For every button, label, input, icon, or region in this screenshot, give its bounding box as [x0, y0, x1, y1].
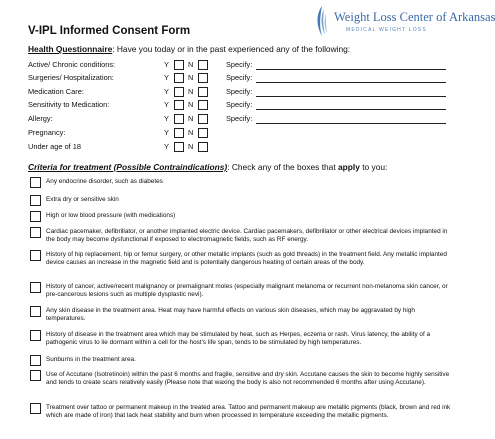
specify-label: Specify: [226, 114, 253, 123]
question-row [28, 128, 458, 140]
no-checkbox[interactable] [198, 60, 208, 70]
criteria-text: History of cancer, active/recent malignancy or premalignant moles (especially malignant melanoma or recurrent non-melanoma skin cancer, or pre-cancerous lesions such as multiple dysplastic nevi). [46, 283, 448, 298]
criteria-checkbox[interactable] [30, 306, 41, 317]
specify-field[interactable] [256, 96, 446, 97]
question-label: Under age of 18 [28, 142, 82, 151]
criteria-prompt-before: : Check any of the boxes that [227, 162, 338, 172]
specify-field[interactable] [256, 123, 446, 124]
criteria-checkbox[interactable] [30, 355, 41, 366]
yes-label: Y [164, 114, 169, 123]
criteria-checkbox[interactable] [30, 227, 41, 238]
criteria-text: Any skin disease in the treatment area. Heat may have harmful effects on various skin diseases, which may be aggravated by high temperatures. [46, 307, 415, 322]
criteria-header [28, 162, 387, 172]
question-label: Sensitivity to Medication: [28, 100, 110, 109]
criteria-text: History of disease in the treatment area which may be stimulated by heat, such as Herpes, eczema or rash. Virus latency, the ability of a pathogenic virus to lie dormant within a cell for the host's life span, tends to be stimulated by high temperatures. [46, 331, 431, 346]
no-label: N [188, 128, 194, 137]
no-checkbox[interactable] [198, 100, 208, 110]
logo-flame-icon [312, 4, 332, 38]
question-label: Pregnancy: [28, 128, 66, 137]
clinic-logo [312, 4, 495, 38]
criteria-text: Extra dry or sensitive skin [46, 196, 119, 203]
health-questionnaire-header [28, 44, 350, 54]
specify-label: Specify: [226, 100, 253, 109]
no-label: N [188, 114, 194, 123]
question-label: Allergy: [28, 114, 53, 123]
question-row [28, 100, 458, 112]
specify-field[interactable] [256, 109, 446, 110]
no-label: N [188, 100, 194, 109]
question-row [28, 142, 458, 154]
yes-label: Y [164, 100, 169, 109]
health-heading: Health Questionnaire [28, 44, 113, 54]
yes-checkbox[interactable] [174, 142, 184, 152]
yes-checkbox[interactable] [174, 87, 184, 97]
yes-label: Y [164, 60, 169, 69]
no-checkbox[interactable] [198, 87, 208, 97]
criteria-text: Treatment over tattoo or permanent makeup in the treated area. Tattoo and permanent makeup are metallic pigments (black, brown and red ink which are made of iron) that lack heat stability and burn when processed in temperature exceeding the metallic pigments. [46, 404, 451, 419]
yes-label: Y [164, 73, 169, 82]
logo-name: Weight Loss Center of Arkansas [334, 10, 495, 24]
question-row [28, 60, 458, 72]
question-row [28, 73, 458, 85]
criteria-checkbox[interactable] [30, 177, 41, 188]
no-label: N [188, 87, 194, 96]
criteria-text: Use of Accutane (Isotretinoin) within the past 6 months and fragile, sensitive and dry skin. Accutane causes the skin to become highly sensitive and tends to create scars relatively easily (Please note that waxing the body is also not recommended 6 months after using Accutane). [46, 371, 450, 386]
yes-label: Y [164, 128, 169, 137]
form-title: V-IPL Informed Consent Form [28, 25, 191, 37]
no-checkbox[interactable] [198, 73, 208, 83]
criteria-checkbox[interactable] [30, 282, 41, 293]
criteria-checkbox[interactable] [30, 403, 41, 414]
criteria-checkbox[interactable] [30, 250, 41, 261]
no-checkbox[interactable] [198, 142, 208, 152]
yes-checkbox[interactable] [174, 100, 184, 110]
criteria-heading: Criteria for treatment (Possible Contraindications) [28, 162, 228, 172]
yes-checkbox[interactable] [174, 128, 184, 138]
criteria-checkbox[interactable] [30, 330, 41, 341]
criteria-text: Cardiac pacemaker, defibrillator, or another implanted electric device. Cardiac pacemakers, defibrillator or other electrical devices implanted in the body may become dysfunctional if exposed to electromagnetic fields, such as RF energy. [46, 228, 448, 243]
criteria-checkbox[interactable] [30, 195, 41, 206]
criteria-text: Sunburns in the treatment area. [46, 356, 136, 363]
no-label: N [188, 73, 194, 82]
criteria-checkbox[interactable] [30, 370, 41, 381]
question-row [28, 87, 458, 99]
specify-label: Specify: [226, 87, 253, 96]
question-row [28, 114, 458, 126]
yes-checkbox[interactable] [174, 73, 184, 83]
yes-label: Y [164, 142, 169, 151]
criteria-text: High or low blood pressure (with medications) [46, 212, 176, 219]
no-checkbox[interactable] [198, 114, 208, 124]
no-label: N [188, 60, 194, 69]
specify-field[interactable] [256, 82, 446, 83]
question-label: Medication Care: [28, 87, 84, 96]
question-label: Active/ Chronic conditions: [28, 60, 116, 69]
health-prompt: : Have you today or in the past experienced any of the following: [112, 44, 351, 54]
criteria-text: Any endocrine disorder, such as diabetes [46, 178, 163, 185]
specify-label: Specify: [226, 73, 253, 82]
criteria-checkbox[interactable] [30, 211, 41, 222]
yes-label: Y [164, 87, 169, 96]
specify-field[interactable] [256, 69, 446, 70]
yes-checkbox[interactable] [174, 60, 184, 70]
no-checkbox[interactable] [198, 128, 208, 138]
criteria-prompt-after: to you: [359, 162, 388, 172]
specify-label: Specify: [226, 60, 253, 69]
question-label: Surgeries/ Hospitalization: [28, 73, 114, 82]
logo-tagline: MEDICAL WEIGHT LOSS [346, 27, 427, 33]
no-label: N [188, 142, 194, 151]
criteria-prompt-emphasis: apply [338, 162, 360, 172]
yes-checkbox[interactable] [174, 114, 184, 124]
criteria-text: History of hip replacement, hip or femur surgery, or other metallic implants (such as gold threads) in the treatment field. Any metallic implanted device causes an increase in the magnetic field and is potentially dangerous heating of certain areas of the body. [46, 251, 447, 266]
